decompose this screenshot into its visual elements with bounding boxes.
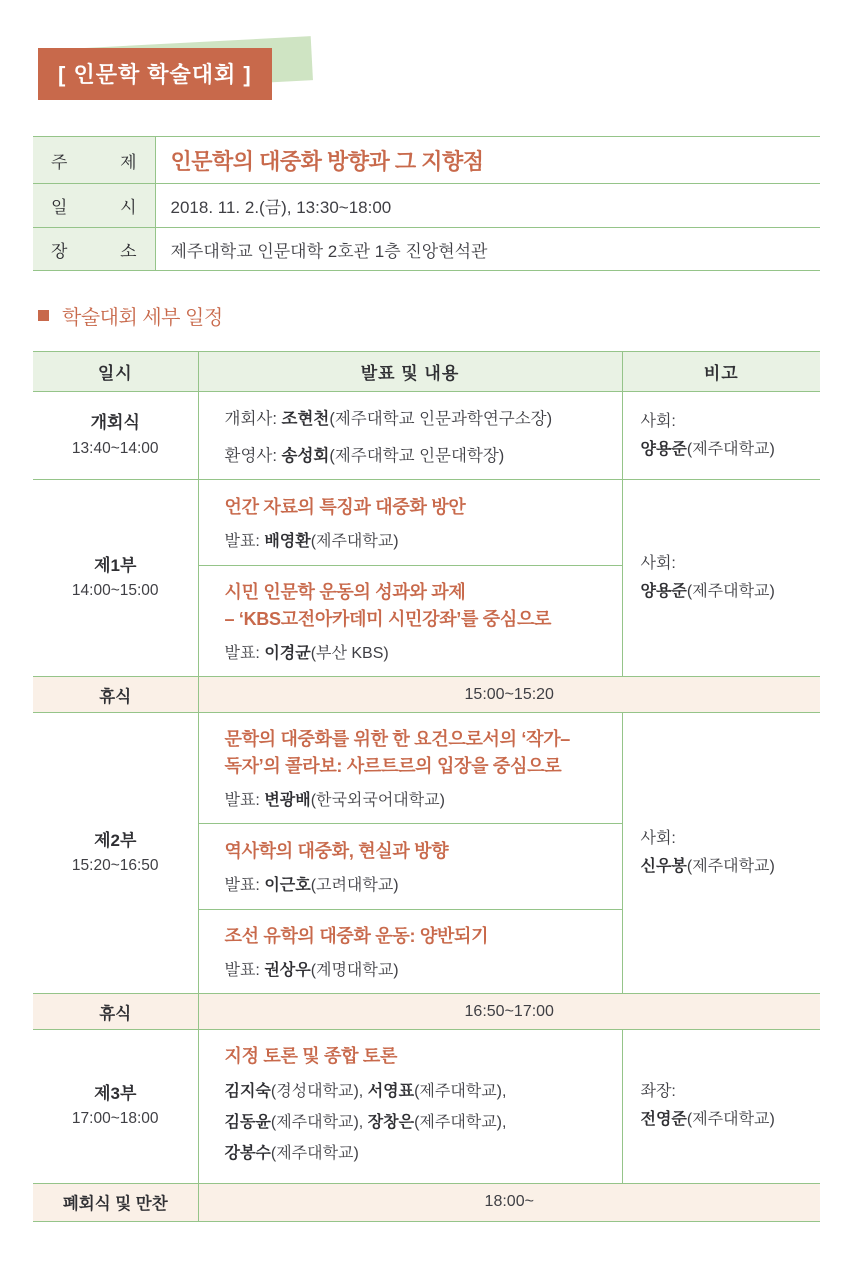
- banner-title: [ 인문학 학술대회 ]: [38, 48, 272, 100]
- part2-note: 사회: 신우봉(제주대학교): [622, 713, 820, 994]
- talk-speaker: 발표: 배영환(제주대학교): [224, 533, 399, 550]
- part3-name: 제3부: [94, 1084, 137, 1104]
- section-heading-text: 학술대회 세부 일정: [62, 307, 223, 329]
- part1-note: 사회: 양용준(제주대학교): [622, 480, 820, 677]
- opening-note: 사회: 양용준(제주대학교): [622, 392, 820, 480]
- col-header-time: 일시: [33, 352, 198, 392]
- discussant-line: 강봉수(제주대학교): [224, 1145, 359, 1163]
- col-header-note: 비고: [622, 352, 820, 392]
- talk-speaker: 발표: 이근호(고려대학교): [224, 877, 399, 894]
- opening-name: 개회식: [90, 413, 140, 433]
- row-part2-talk1: [33, 713, 820, 824]
- info-row-place: [33, 228, 820, 271]
- conference-date: 2018. 11. 2.(금), 13:30~18:00: [155, 184, 820, 228]
- break-time: 16:50~17:00: [198, 994, 820, 1030]
- col-header-content: 발표 및 내용: [198, 352, 622, 392]
- schedule-header-row: [33, 352, 820, 392]
- discussant-line: 김동윤(제주대학교), 장창은(제주대학교),: [224, 1114, 507, 1132]
- part1-name: 제1부: [94, 555, 137, 575]
- closing-label: 폐회식 및 만찬: [33, 1183, 198, 1221]
- discussant-line: 김지숙(경성대학교), 서영표(제주대학교),: [224, 1083, 507, 1100]
- row-part1-talk1: [33, 480, 820, 566]
- info-label-place: 장 소: [51, 241, 137, 261]
- schedule-table: [33, 351, 820, 1222]
- talk-title: 역사학의 대중화, 현실과 방향: [224, 841, 449, 861]
- break-label: 휴식: [33, 677, 198, 713]
- talk-speaker: 발표: 이경균(부산 KBS): [224, 645, 389, 662]
- conference-banner: [38, 48, 358, 96]
- conference-place: 제주대학교 인문대학 2호관 1층 진앙현석관: [155, 228, 820, 271]
- talk-title: 조선 유학의 대중화 운동: 양반되기: [224, 926, 489, 946]
- talk-title: 시민 인문학 운동의 성과와 과제 – ‘KBS고전아카데미 시민강좌’를 중심으로: [224, 582, 552, 629]
- part2-time: 15:20~16:50: [71, 857, 159, 875]
- talk-title: 문학의 대중화를 위한 한 요건으로서의 ‘작가– 독자’의 콜라보: 사르트르의 입장을 중심으로: [224, 729, 570, 776]
- discussion-title: 지정 토론 및 종합 토론: [224, 1046, 398, 1066]
- square-bullet-icon: [38, 310, 49, 321]
- talk-speaker: 발표: 변광배(한국외국어대학교): [224, 792, 445, 809]
- row-break-2: [33, 994, 820, 1030]
- row-part3-discussion: [33, 1030, 820, 1184]
- part1-time: 14:00~15:00: [71, 582, 159, 600]
- closing-time: 18:00~: [198, 1183, 820, 1221]
- info-row-subject: [33, 137, 820, 184]
- info-row-date: [33, 184, 820, 228]
- break-time: 15:00~15:20: [198, 677, 820, 713]
- conference-subject: 인문학의 대중화 방향과 그 지향점: [170, 148, 484, 174]
- conference-info-table: [33, 136, 820, 271]
- opening-time: 13:40~14:00: [71, 439, 159, 457]
- opening-address-line: 개회사: 조현천(제주대학교 인문과학연구소장): [224, 410, 553, 428]
- welcome-address-line: 환영사: 송성회(제주대학교 인문대학장): [224, 447, 505, 465]
- section-heading: [38, 301, 854, 330]
- part3-note: 좌장: 전영준(제주대학교): [622, 1030, 820, 1184]
- row-break-1: [33, 677, 820, 713]
- info-label-date: 일 시: [51, 198, 137, 217]
- info-label-subject: 주 제: [51, 152, 137, 172]
- talk-title: 언간 자료의 특징과 대중화 방안: [224, 497, 466, 517]
- break-label: 휴식: [33, 994, 198, 1030]
- part3-time: 17:00~18:00: [71, 1110, 159, 1128]
- row-closing-banquet: [33, 1183, 820, 1221]
- talk-speaker: 발표: 권상우(계명대학교): [224, 962, 399, 979]
- part2-name: 제2부: [94, 830, 137, 850]
- row-opening-ceremony: [33, 392, 820, 480]
